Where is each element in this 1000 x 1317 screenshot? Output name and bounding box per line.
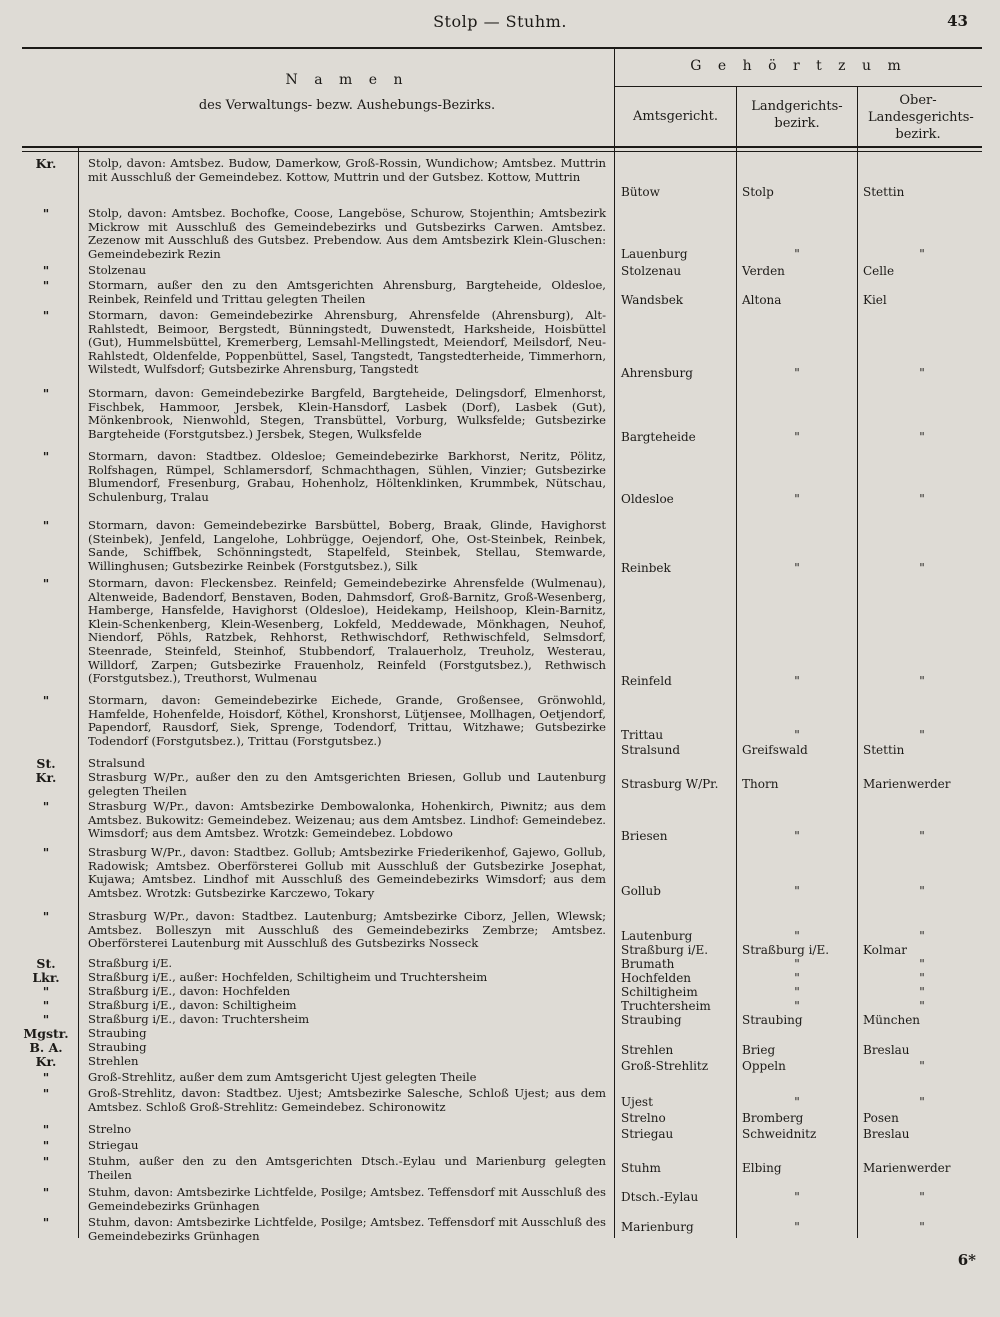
oberlandesgericht-cell: " xyxy=(919,1059,925,1073)
district-name: Strelno xyxy=(88,1122,132,1136)
district-kind: " xyxy=(42,278,50,293)
amtsgericht-cell: Lautenburg xyxy=(621,929,693,943)
amtsgericht-cell: Hochfelden xyxy=(621,971,692,985)
district-name: Straubing xyxy=(88,1040,147,1054)
amtsgericht-cell: Brumath xyxy=(621,957,675,971)
district-kind: " xyxy=(42,984,50,999)
column-rule-amtsgericht xyxy=(736,86,737,1238)
district-kind: " xyxy=(42,576,50,591)
landgericht-cell: Stolp xyxy=(742,185,774,199)
district-name: Groß-Strehlitz, davon: Stadtbez. Ujest; Amtsbezirke Saleschе, Schloß Ujest; aus dem Amtsbez. Schloß Groß-Strehlitz: Gemeindebez. Schironowitz xyxy=(88,1086,606,1114)
oberlandesgericht-cell: " xyxy=(919,492,925,506)
district-name: Strasburg W/Pr., davon: Stadtbez. Gollub; Amtsbezirke Friederikenhof, Gajewo, Gollub, Radowisk; Amtsbez. Oberförsterei Gollub mit Ausschluß der Gutsbezirke Josephat, Kujawa; Amtsbez. Lindhof mit Ausschluß des Gemeindebezirks Wimsdorf; aus dem Amtsbez. Wrotzk: Gutsbezirke Karczewo, Tokary xyxy=(88,845,606,900)
district-kind: " xyxy=(42,1215,50,1230)
landgericht-cell: " xyxy=(794,492,800,506)
amtsgericht-cell: Ujest xyxy=(621,1095,653,1109)
district-name: Striegau xyxy=(88,1138,139,1152)
oberlandesgericht-cell: Marienwerder xyxy=(863,1161,951,1175)
landgericht-cell: Schweidnitz xyxy=(742,1127,817,1141)
oberlandesgericht-cell: " xyxy=(919,366,925,380)
names-header-subtitle: des Verwaltungs- bezw. Aushebungs-Bezirks. xyxy=(198,98,496,113)
district-name: Stormarn, davon: Gemeindebezirke Bargfeld, Bargteheide, Delingsdorf, Elmenhorst, Fischbek, Hammoor, Jersbek, Klein-Hansdorf, Lasbek (Dorf), Lasbek (Gut), Mönkenbrook, Nienwohld, Stegen, Transbüttel, Vorburg, Wulksfelde; Gutsbezirke Bargteheide (Forstgutsbez.) Jersbek, Stegen, Wulksfelde xyxy=(88,386,606,441)
amtsgericht-cell: Briesen xyxy=(621,829,668,843)
district-kind: Kr. xyxy=(35,1054,57,1069)
landgericht-cell: Elbing xyxy=(742,1161,782,1175)
amtsgericht-cell: Bargteheide xyxy=(621,430,696,444)
landgericht-cell: " xyxy=(794,999,800,1013)
amtsgericht-cell: Groß-Strehlitz xyxy=(621,1059,709,1073)
oberlandesgericht-cell: " xyxy=(919,674,925,688)
oberlandesgericht-cell: " xyxy=(919,561,925,575)
oberlandesgericht-cell: " xyxy=(919,829,925,843)
amtsgericht-cell: Reinfeld xyxy=(621,674,672,688)
amtsgericht-cell: Straubing xyxy=(621,1013,682,1027)
belongs-to-header xyxy=(615,58,982,75)
district-name: Stuhm, davon: Amtsbezirke Lichtfelde, Posilge; Amtsbez. Teffensdorf mit Ausschluß des Gemeindebezirks Grünhagen xyxy=(88,1215,606,1243)
oberlandesgericht-cell: " xyxy=(919,247,925,261)
district-name: Stralsund xyxy=(88,756,146,770)
oberlandesgericht-cell: Celle xyxy=(863,264,895,278)
landgericht-cell: " xyxy=(794,1190,800,1204)
landgericht-cell: Straßburg i/E. xyxy=(742,943,830,957)
oberlandesgericht-cell: " xyxy=(919,430,925,444)
district-kind: " xyxy=(42,1154,50,1169)
oberlandesgericht-cell: " xyxy=(919,957,925,971)
amtsgericht-cell: Strehlen xyxy=(621,1043,674,1057)
district-name: Stuhm, außer den zu den Amtsgerichten Dtsch.-Eylau und Marienburg gelegten Theilen xyxy=(88,1154,606,1182)
district-kind: " xyxy=(42,1122,50,1137)
district-kind: " xyxy=(42,909,50,924)
landgericht-cell: Verden xyxy=(742,264,785,278)
district-kind: Mgstr. xyxy=(23,1026,69,1041)
amtsgericht-cell: Stralsund xyxy=(621,743,681,757)
district-name: Stolp, davon: Amtsbez. Bochofke, Coose, Langeböse, Schurow, Stojenthin; Amtsbezirk Mickrow mit Ausschluß des Gemeindebezirks und Gutsbezirks Carwen. Amtsbez. Zezenow mit Ausschluß des Gutsbez. Prebendow. Aus dem Amtsbezirk Klein-Gluschen: Gemeindebezirk Rezin xyxy=(88,206,606,261)
landgericht-cell: " xyxy=(794,884,800,898)
landgericht-cell: Straubing xyxy=(742,1013,803,1027)
amtsgericht-cell: Gollub xyxy=(621,884,661,898)
district-kind: " xyxy=(42,1070,50,1085)
amtsgericht-cell: Reinbek xyxy=(621,561,671,575)
oberlandesgericht-cell: " xyxy=(919,884,925,898)
district-kind: " xyxy=(42,263,50,278)
oberlandesgericht-cell: Stettin xyxy=(863,743,905,757)
amtsgericht-cell: Straßburg i/E. xyxy=(621,943,709,957)
district-kind: B. A. xyxy=(29,1040,63,1055)
landgericht-cell: " xyxy=(794,247,800,261)
amtsgericht-cell: Strelno xyxy=(621,1111,666,1125)
amtsgericht-cell: Dtsch.-Eylau xyxy=(621,1190,699,1204)
amtsgericht-cell: Strasburg W/Pr. xyxy=(621,777,719,791)
oberlandesgericht-header: Ober-Landesgerichts-bezirk. xyxy=(868,93,974,142)
amtsgericht-cell: Stolzenau xyxy=(621,264,682,278)
district-kind: " xyxy=(42,1012,50,1027)
names-header xyxy=(80,72,614,114)
district-kind: Lkr. xyxy=(32,970,60,985)
landgericht-cell: Brieg xyxy=(742,1043,776,1057)
landgericht-cell: " xyxy=(794,728,800,742)
amtsgericht-cell: Stuhm xyxy=(621,1161,661,1175)
district-name: Straubing xyxy=(88,1026,147,1040)
landgericht-header: Landgerichts-bezirk. xyxy=(751,99,843,131)
oberlandesgericht-cell: Stettin xyxy=(863,185,905,199)
district-kind: Kr. xyxy=(35,770,57,785)
landgericht-cell: " xyxy=(794,1095,800,1109)
landgericht-cell: " xyxy=(794,674,800,688)
district-name: Straßburg i/E., davon: Schiltigheim xyxy=(88,998,297,1012)
table-header-double-rule xyxy=(22,151,982,152)
district-name: Straßburg i/E. xyxy=(88,956,173,970)
amtsgericht-cell: Bütow xyxy=(621,185,660,199)
amtsgericht-cell: Wandsbek xyxy=(621,293,684,307)
oberlandesgericht-cell: " xyxy=(919,728,925,742)
landgericht-cell: Thorn xyxy=(742,777,779,791)
amtsgericht-cell: Schiltigheim xyxy=(621,985,698,999)
district-kind: St. xyxy=(36,956,56,971)
landgericht-cell: " xyxy=(794,430,800,444)
district-kind: " xyxy=(42,518,50,533)
landgericht-cell: " xyxy=(794,957,800,971)
district-name: Strasburg W/Pr., außer den zu den Amtsgerichten Briesen, Gollub und Lautenburg gelegten Theilen xyxy=(88,770,606,798)
district-name: Groß-Strehlitz, außer dem zum Amtsgericht Ujest gelegten Theile xyxy=(88,1070,477,1084)
district-kind: " xyxy=(42,1185,50,1200)
amtsgericht-cell: Trittau xyxy=(621,728,664,742)
landgericht-cell: Greifswald xyxy=(742,743,808,757)
district-name: Stormarn, davon: Gemeindebezirke Barsbüttel, Boberg, Braak, Glinde, Havighorst (Steinbek), Jenfeld, Langelohe, Lohbrügge, Oejendorf, Ohe, Ost-Steinbek, Reinbek, Sande, Schiffbek, Schönningstedt, Stapelfeld, Steinbek, Stellau, Stemwarde, Willinghusen; Gutsbezirke Reinbek (Forstgutsbez.), Silk xyxy=(88,518,606,573)
amtsgericht-cell: Marienburg xyxy=(621,1220,694,1234)
table-top-rule xyxy=(22,47,982,49)
oberlandesgericht-cell: Marienwerder xyxy=(863,777,951,791)
landgericht-cell: " xyxy=(794,829,800,843)
district-kind: " xyxy=(42,693,50,708)
district-name: Strasburg W/Pr., davon: Stadtbez. Lautenburg; Amtsbezirke Ciborz, Jellen, Wlewsk; Amtsbez. Bolleszyn mit Ausschluß des Gemeindebezirks Zembrze; Amtsbez. Oberförsterei Lautenburg mit Ausschluß des Gutsbezirks Nosseck xyxy=(88,909,606,951)
district-name: Straßburg i/E., davon: Truchtersheim xyxy=(88,1012,310,1026)
oberlandesgericht-cell: " xyxy=(919,1220,925,1234)
landgericht-cell: " xyxy=(794,971,800,985)
oberlandesgericht-cell: " xyxy=(919,1190,925,1204)
district-name: Strehlen xyxy=(88,1054,139,1068)
oberlandesgericht-cell: Breslau xyxy=(863,1127,910,1141)
district-kind: " xyxy=(42,206,50,221)
landgericht-cell: " xyxy=(794,929,800,943)
district-name: Stuhm, davon: Amtsbezirke Lichtfelde, Posilge; Amtsbez. Teffensdorf mit Ausschluß des Gemeindebezirks Grünhagen xyxy=(88,1185,606,1213)
district-kind: " xyxy=(42,845,50,860)
oberlandesgericht-cell: " xyxy=(919,1095,925,1109)
landgericht-cell: " xyxy=(794,1220,800,1234)
district-kind: " xyxy=(42,799,50,814)
belongs-to-rule xyxy=(614,86,982,87)
district-kind: Kr. xyxy=(35,156,57,171)
district-kind: " xyxy=(42,449,50,464)
district-name: Straßburg i/E., davon: Hochfelden xyxy=(88,984,291,998)
signature-mark: 6* xyxy=(957,1251,976,1269)
amtsgericht-cell: Ahrensburg xyxy=(621,366,693,380)
district-kind: St. xyxy=(36,756,56,771)
district-kind: " xyxy=(42,1086,50,1101)
landgericht-cell: Altona xyxy=(742,293,782,307)
column-rule-kind xyxy=(78,148,79,1238)
belongs-to-label: G e h ö r t z u m xyxy=(690,58,907,74)
oberlandesgericht-cell: " xyxy=(919,971,925,985)
landgericht-cell: " xyxy=(794,985,800,999)
oberlandesgericht-cell: " xyxy=(919,999,925,1013)
page-number: 43 xyxy=(947,12,968,30)
amtsgericht-cell: Oldesloe xyxy=(621,492,674,506)
oberlandesgericht-cell: Kiel xyxy=(863,293,887,307)
oberlandesgericht-cell: München xyxy=(863,1013,921,1027)
column-rule-names xyxy=(614,47,615,1238)
district-name: Straßburg i/E., außer: Hochfelden, Schiltigheim und Truchtersheim xyxy=(88,970,488,984)
names-header-title: N a m e n xyxy=(285,72,409,88)
table-header-bottom-rule xyxy=(22,146,982,148)
district-kind: " xyxy=(42,998,50,1013)
landgericht-cell: Oppeln xyxy=(742,1059,786,1073)
landgericht-cell: Bromberg xyxy=(742,1111,804,1125)
oberlandesgericht-cell: Kolmar xyxy=(863,943,907,957)
column-rule-landgericht xyxy=(857,86,858,1238)
landgericht-cell: " xyxy=(794,561,800,575)
district-name: Stormarn, außer den zu den Amtsgerichten Ahrensburg, Bargteheide, Oldesloe, Reinbek, Reinfeld und Trittau gelegten Theilen xyxy=(88,278,606,306)
landgericht-cell: " xyxy=(794,366,800,380)
district-name: Strasburg W/Pr., davon: Amtsbezirke Dembowalonka, Hohenkirch, Piwnitz; aus dem Amtsbez. Bukowitz: Gemeindebez. Weizenau; aus dem Amtsbez. Lindhof: Gemeindebez. Wimsdorf; aus dem Amtsbez. Wrotzk: Gemeindebez. Lobdowo xyxy=(88,799,606,841)
district-kind: " xyxy=(42,1138,50,1153)
amtsgericht-header: Amtsgericht. xyxy=(632,109,718,124)
district-name: Stormarn, davon: Gemeindebezirke Eichede, Grande, Großensee, Grönwohld, Hamfelde, Hohenfelde, Hoisdorf, Köthel, Kronshorst, Lütjensee, Mollhagen, Oetjendorf, Papendorf, Rausdorf, Siek, Sprenge, Todendorf, Trittau, Witzhawe; Gutsbezirke Todendorf (Forstgutsbez.), Trittau (Forstgutsbez.) xyxy=(88,693,606,748)
oberlandesgericht-cell: " xyxy=(919,985,925,999)
district-name: Stolp, davon: Amtsbez. Budow, Damerkow, Groß-Rossin, Wundichow; Amtsbez. Muttrin mit Ausschluß der Gemeindebez. Kottow, Muttrin und der Gutsbez. Kottow, Muttrin xyxy=(88,156,606,184)
district-kind: " xyxy=(42,386,50,401)
amtsgericht-cell: Lauenburg xyxy=(621,247,688,261)
running-head xyxy=(0,12,1000,36)
oberlandesgericht-cell: Breslau xyxy=(863,1043,910,1057)
amtsgericht-cell: Striegau xyxy=(621,1127,674,1141)
amtsgericht-cell: Truchtersheim xyxy=(621,999,711,1013)
district-name: Stormarn, davon: Fleckensbez. Reinfeld; Gemeindebezirke Ahrensfelde (Wulmenau), Altenweide, Badendorf, Benstaven, Boden, Dahmsdorf, Groß-Barnitz, Groß-Wesenberg, Hamberge, Hansfelde, Havighorst (Oldesloe), Heidekamp, Heilshoop, Klein-Barnitz, Klein-Schenkenberg, Klein-Wesenberg, Lokfeld, Meddewade, Mönkhagen, Neuhof, Niendorf, Pöhls, Ratzbek, Rehhorst, Rethwischdorf, Rethwischfeld, Selmsdorf, Steenrade, Steinfeld, Steinhof, Stubbendorf, Tralauerholz, Treuholz, Westerau, Willdorf, Zarpen; Gutsbezirke Frauenholz, Reinfeld (Forstgutsbez.), Rethwisch (Forstgutsbez.), Treuthorst, Wulmenau xyxy=(88,576,606,686)
district-name: Stolzenau xyxy=(88,263,147,277)
district-kind: " xyxy=(42,308,50,323)
district-name: Stormarn, davon: Gemeindebezirke Ahrensburg, Ahrensfelde (Ahrensburg), Alt-Rahlstedt, Beimoor, Bergstedt, Bünningstedt, Duwenstedt, Harksheide, Hoisbüttel (Gut), Hummelsbüttel, Kremerberg, Lemsahl-Mellingstedt, Meiendorf, Meilsdorf, Neu-Rahlstedt, Oldenfelde, Poppenbüttel, Sasel, Tangstedt, Tangstedterheide, Timmerhorn, Wilstedt, Wulfsdorf; Gutsbezirke Ahrensburg, Tangstedt xyxy=(88,308,606,377)
oberlandesgericht-cell: " xyxy=(919,929,925,943)
oberlandesgericht-cell: Posen xyxy=(863,1111,899,1125)
district-name: Stormarn, davon: Stadtbez. Oldesloe; Gemeindebezirke Barkhorst, Neritz, Pölitz, Rolfshagen, Rümpel, Schlamersdorf, Schmachthagen, Sühlen, Vinzier; Gutsbezirke Blumendorf, Fresenburg, Grabau, Hohenholz, Höltenklinken, Krummbek, Nütschau, Schulenburg, Tralau xyxy=(88,449,606,504)
running-head-title: Stolp — Stuhm. xyxy=(433,12,567,31)
